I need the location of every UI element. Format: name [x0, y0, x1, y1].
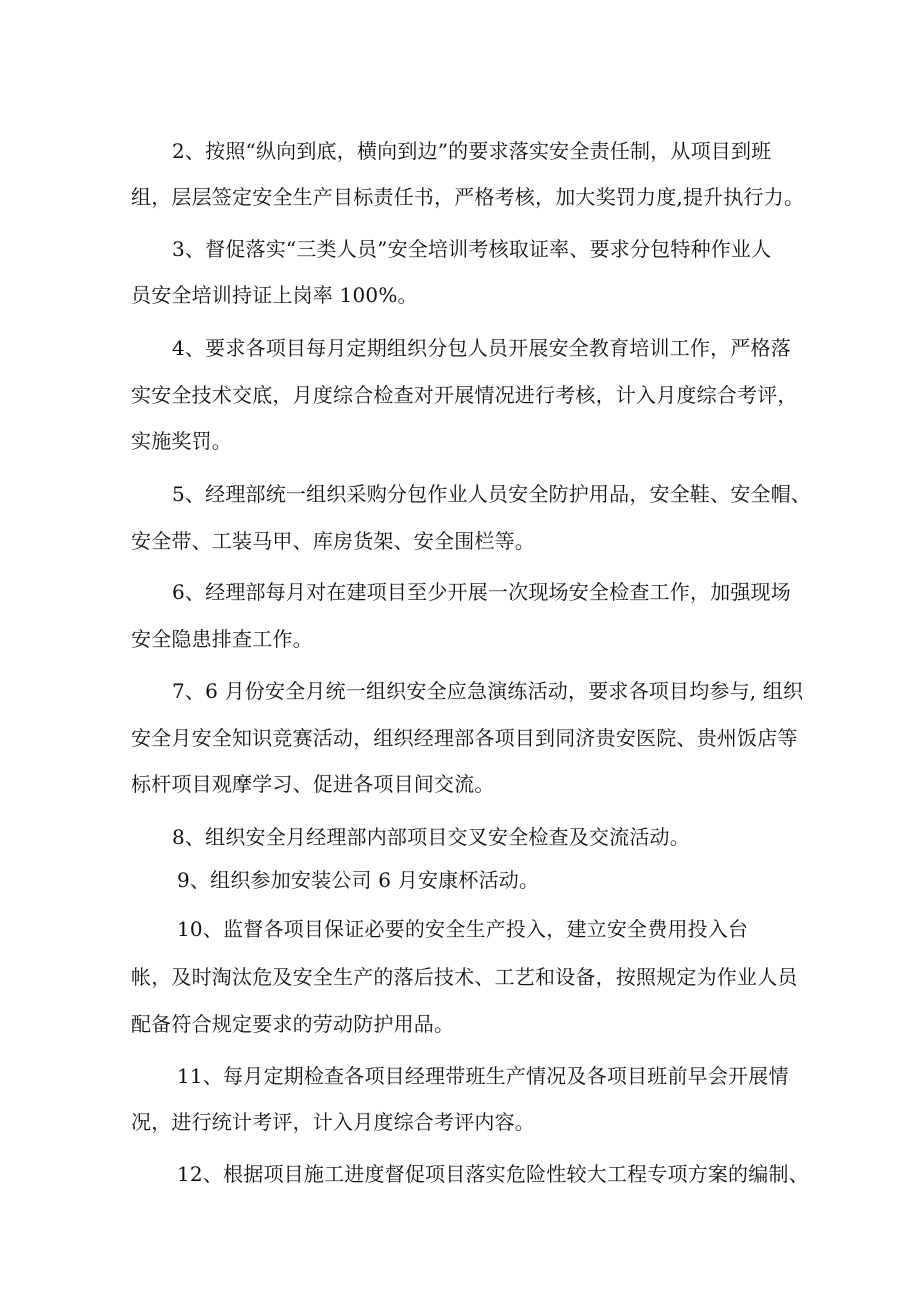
paragraph-10-line-2: 帐，及时淘汰危及安全生产的落后技术、工艺和设备，按照规定为作业人员 [131, 965, 798, 989]
paragraph-7-line-3: 标杆项目观摩学习、促进各项目间交流。 [131, 772, 495, 796]
paragraph-4-line-2: 实安全技术交底，月度综合检查对开展情况进行考核，计入月度综合考评， [131, 383, 798, 407]
paragraph-10-line-3: 配备符合规定要求的劳动防护用品。 [131, 1012, 455, 1036]
paragraph-11-line-2: 况，进行统计考评，计入月度综合考评内容。 [131, 1110, 535, 1134]
paragraph-2-line-2: 组，层层签定安全生产目标责任书，严格考核，加大奖罚力度,提升执行力。 [131, 185, 805, 209]
paragraph-3-line-2: 员安全培训持证上岗率 100%。 [131, 283, 418, 307]
paragraph-5-line-1: 5、经理部统一组织采购分包作业人员安全防护用品，安全鞋、安全帽、 [172, 482, 812, 506]
paragraph-11-line-1: 11、每月定期检查各项目经理带班生产情况及各项目班前早会开展情 [177, 1064, 789, 1088]
paragraph-2-line-1: 2、按照“纵向到底，横向到边”的要求落实安全责任制，从项目到班 [172, 139, 772, 163]
paragraph-4-line-3: 实施奖罚。 [131, 429, 232, 453]
paragraph-8-line-1: 8、组织安全月经理部内部项目交叉安全检查及交流活动。 [172, 825, 690, 849]
paragraph-4-line-1: 4、要求各项目每月定期组织分包人员开展安全教育培训工作，严格落 [172, 336, 791, 360]
paragraph-6-line-1: 6、经理部每月对在建项目至少开展一次现场安全检查工作，加强现场 [172, 580, 791, 604]
paragraph-9-line-1: 9、组织参加安装公司 6 月安康杯活动。 [177, 868, 540, 892]
paragraph-10-line-1: 10、监督各项目保证必要的安全生产投入，建立安全费用投入台 [177, 917, 749, 941]
paragraph-6-line-2: 安全隐患排查工作。 [131, 627, 313, 651]
paragraph-3-line-1: 3、督促落实“三类人员”安全培训考核取证率、要求分包特种作业人 [172, 237, 772, 261]
paragraph-7-line-1: 7、6 月份安全月统一组织安全应急演练活动，要求各项目均参与, 组织 [172, 679, 804, 703]
paragraph-5-line-2: 安全带、工装马甲、库房货架、安全围栏等。 [131, 529, 535, 553]
paragraph-12-line-1: 12、根据项目施工进度督促项目落实危险性较大工程专项方案的编制、 [177, 1162, 809, 1186]
paragraph-7-line-2: 安全月安全知识竞赛活动，组织经理部各项目到同济贵安医院、贵州饭店等 [131, 726, 798, 750]
